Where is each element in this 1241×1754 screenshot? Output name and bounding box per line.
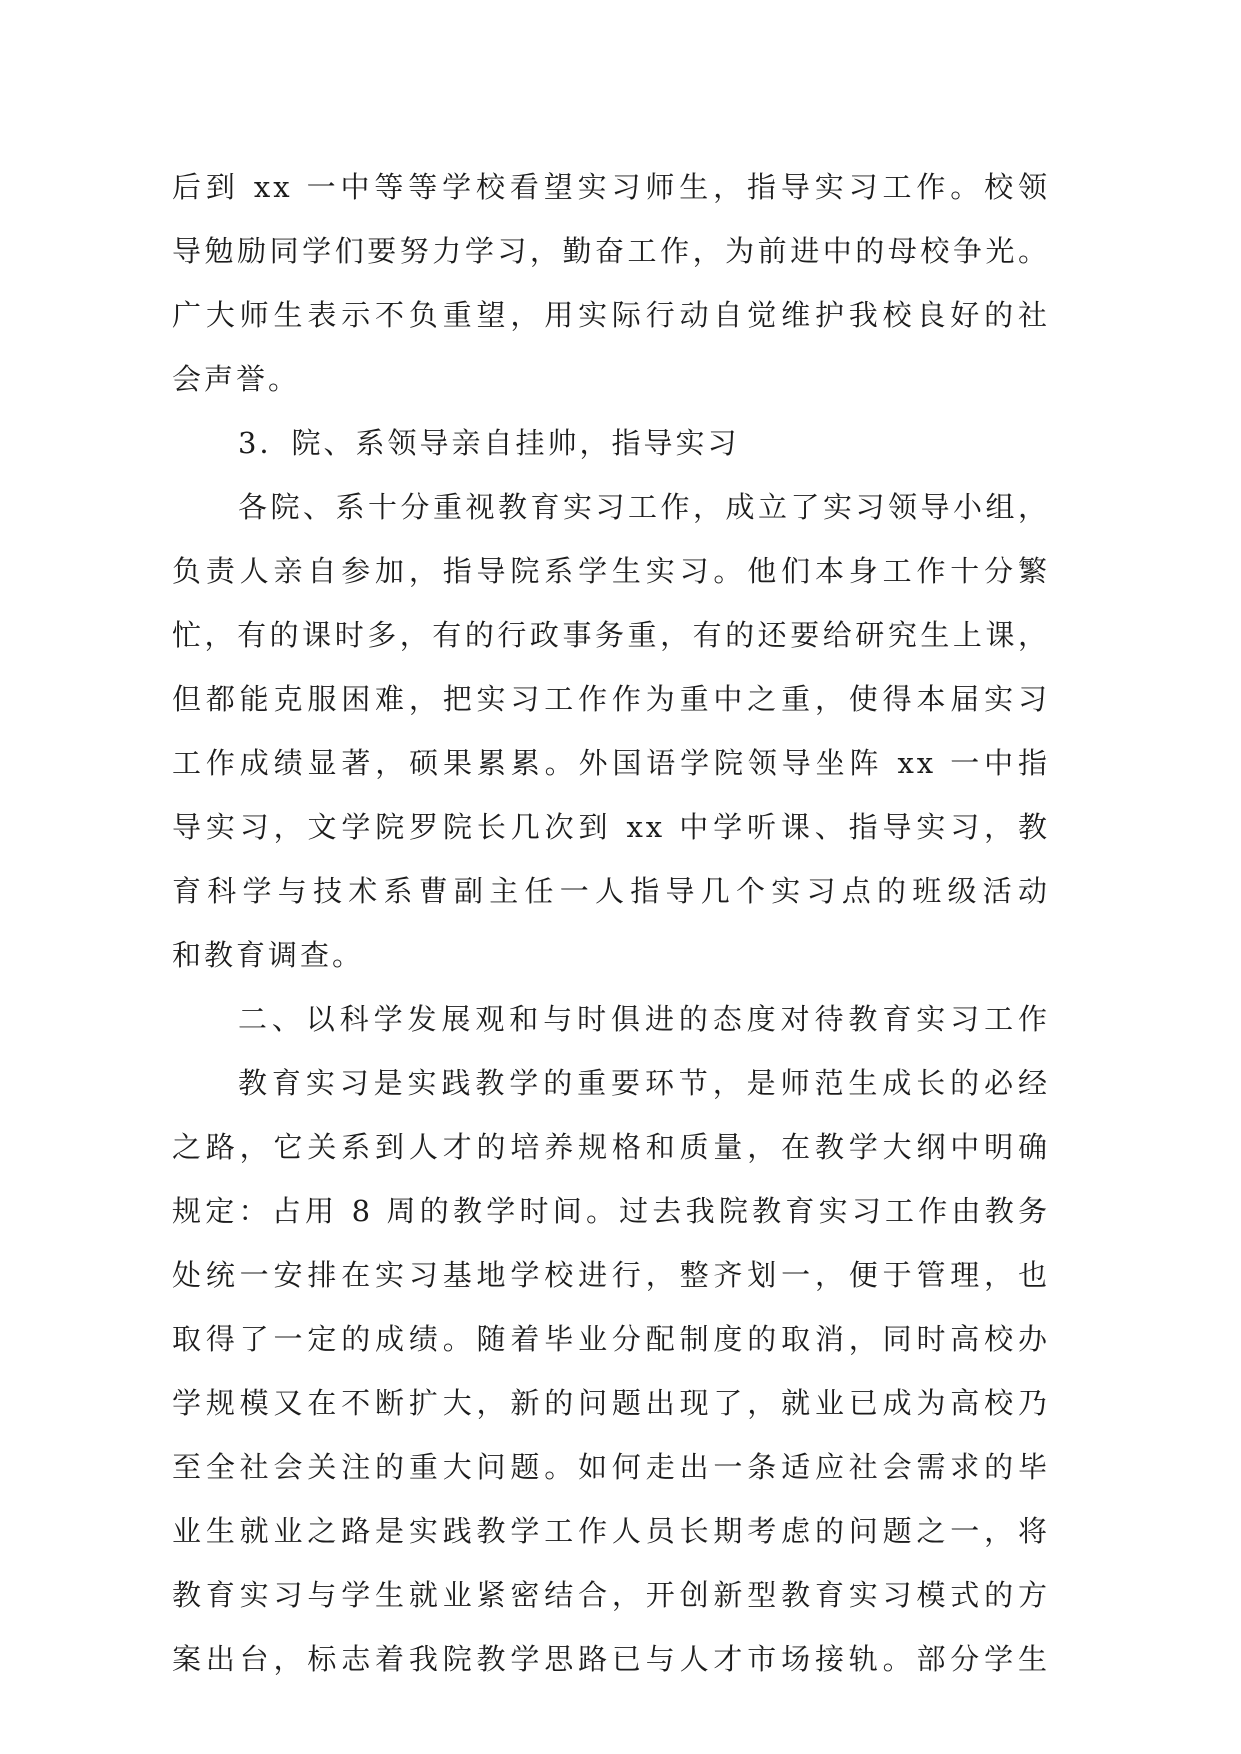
subheading-paragraph (172, 411, 1050, 475)
text-line: 之路，它关系到人才的培养规格和质量，在教学大纲中明确 (172, 1130, 1050, 1164)
text-line: 教育实习是实践教学的重要环节，是师范生成长的必经 (238, 1066, 1050, 1100)
text-line: 和教育调查。 (172, 938, 365, 972)
text-line: 导实习，文学院罗院长几次到 xx 中学听课、指导实习，教 (172, 810, 1050, 844)
subheading-line: 3．院、系领导亲自挂帅，指导实习 (238, 426, 740, 460)
paragraph-continued (172, 155, 1050, 411)
section-heading-line: 二、以科学发展观和与时俱进的态度对待教育实习工作 (238, 1002, 1050, 1036)
text-line: 取得了一定的成绩。随着毕业分配制度的取消，同时高校办 (172, 1322, 1050, 1356)
text-line: 至全社会关注的重大问题。如何走出一条适应社会需求的毕 (172, 1450, 1050, 1484)
text-line: 处统一安排在实习基地学校进行，整齐划一，便于管理，也 (172, 1258, 1050, 1292)
text-line: 育科学与技术系曹副主任一人指导几个实习点的班级活动 (172, 874, 1050, 908)
text-line: 广大师生表示不负重望，用实际行动自觉维护我校良好的社 (172, 298, 1050, 332)
text-line: 忙，有的课时多，有的行政事务重，有的还要给研究生上课， (172, 618, 1050, 652)
text-line: 规定：占用 8 周的教学时间。过去我院教育实习工作由教务 (172, 1194, 1050, 1228)
text-line: 各院、系十分重视教育实习工作，成立了实习领导小组， (238, 490, 1050, 524)
text-line: 学规模又在不断扩大，新的问题出现了，就业已成为高校乃 (172, 1386, 1050, 1420)
document-body (172, 155, 1050, 1691)
text-line: 案出台，标志着我院教学思路已与人才市场接轨。部分学生 (172, 1642, 1050, 1676)
text-line: 工作成绩显著，硕果累累。外国语学院领导坐阵 xx 一中指 (172, 746, 1050, 780)
text-line: 教育实习与学生就业紧密结合，开创新型教育实习模式的方 (172, 1578, 1050, 1612)
paragraph (172, 1051, 1050, 1691)
text-line: 后到 xx 一中等等学校看望实习师生，指导实习工作。校领 (172, 170, 1050, 204)
paragraph (172, 475, 1050, 987)
section-heading-paragraph (172, 987, 1050, 1051)
text-line: 导勉励同学们要努力学习，勤奋工作，为前进中的母校争光。 (172, 234, 1050, 268)
text-line: 负责人亲自参加，指导院系学生实习。他们本身工作十分繁 (172, 554, 1050, 588)
text-line: 但都能克服困难，把实习工作作为重中之重，使得本届实习 (172, 682, 1050, 716)
text-line: 业生就业之路是实践教学工作人员长期考虑的问题之一，将 (172, 1514, 1050, 1548)
text-line: 会声誉。 (172, 362, 301, 396)
